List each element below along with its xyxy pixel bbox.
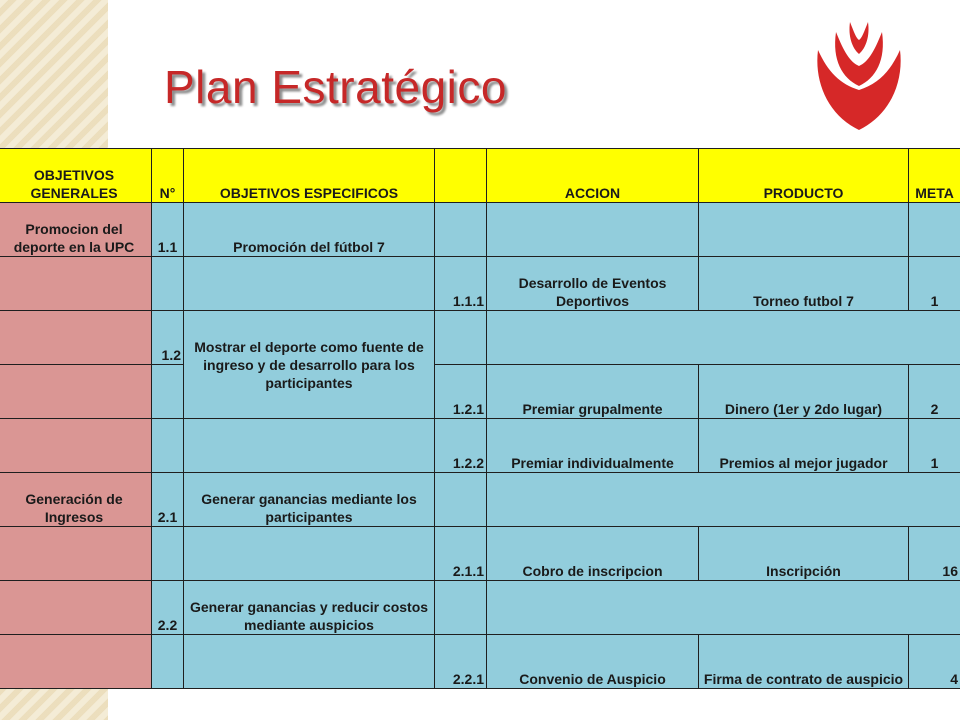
empty-cell <box>184 635 435 689</box>
meta-value: 16 <box>909 527 960 581</box>
action-text: Premiar individualmente <box>487 419 699 473</box>
empty-cell <box>152 419 184 473</box>
general-objective-cell <box>0 419 152 473</box>
meta-value: 1 <box>909 257 960 311</box>
strategic-plan-table <box>0 148 960 689</box>
general-objective-cell <box>0 527 152 581</box>
specific-objective: Generar ganancias mediante los participantes <box>184 473 435 527</box>
general-objective-cell <box>0 311 152 365</box>
empty-cell <box>184 257 435 311</box>
header-objetivos-especificos: OBJETIVOS ESPECIFICOS <box>184 149 435 203</box>
table-row <box>0 257 960 311</box>
table-row <box>0 581 960 635</box>
meta-value: 4 <box>909 635 960 689</box>
meta-value: 2 <box>909 365 960 419</box>
header-accion: ACCION <box>487 149 699 203</box>
empty-cell <box>699 203 909 257</box>
empty-cell <box>435 581 487 635</box>
specific-objective: Generar ganancias y reducir costos mediante auspicios <box>184 581 435 635</box>
product-text: Dinero (1er y 2do lugar) <box>699 365 909 419</box>
empty-cell <box>435 203 487 257</box>
product-text: Premios al mejor jugador <box>699 419 909 473</box>
header-objetivos-generales: OBJETIVOS GENERALES <box>0 149 152 203</box>
table-row <box>0 365 960 419</box>
empty-cell <box>435 473 487 527</box>
header-row <box>0 149 960 203</box>
action-text: Premiar grupalmente <box>487 365 699 419</box>
header-codigo <box>435 149 487 203</box>
action-code: 2.2.1 <box>435 635 487 689</box>
table-row <box>0 311 960 365</box>
general-objective-cell: Promocion del deporte en la UPC <box>0 203 152 257</box>
specific-objective: Mostrar el deporte como fuente de ingreso y de desarrollo para los participantes <box>184 311 435 419</box>
table-row <box>0 203 960 257</box>
objective-number: 1.1 <box>152 203 184 257</box>
empty-cell <box>184 527 435 581</box>
table-row <box>0 419 960 473</box>
general-objective-cell <box>0 581 152 635</box>
action-text: Convenio de Auspicio <box>487 635 699 689</box>
slide-title: Plan Estratégico <box>164 61 507 113</box>
table-row <box>0 635 960 689</box>
empty-cell <box>152 365 184 419</box>
action-text: Desarrollo de Eventos Deportivos <box>487 257 699 311</box>
header-numero: N° <box>152 149 184 203</box>
general-objective-cell: Generación de Ingresos <box>0 473 152 527</box>
empty-cell <box>487 473 960 527</box>
empty-cell <box>152 257 184 311</box>
empty-cell <box>184 419 435 473</box>
general-objective-cell <box>0 257 152 311</box>
table-row <box>0 473 960 527</box>
header-producto: PRODUCTO <box>699 149 909 203</box>
header-meta: META <box>909 149 960 203</box>
objective-number: 2.1 <box>152 473 184 527</box>
product-text: Firma de contrato de auspicio <box>699 635 909 689</box>
empty-cell <box>152 527 184 581</box>
specific-objective: Promoción del fútbol 7 <box>184 203 435 257</box>
objective-number: 1.2 <box>152 311 184 365</box>
action-code: 1.1.1 <box>435 257 487 311</box>
empty-cell <box>909 203 960 257</box>
product-text: Inscripción <box>699 527 909 581</box>
meta-value: 1 <box>909 419 960 473</box>
empty-cell <box>152 635 184 689</box>
action-code: 1.2.2 <box>435 419 487 473</box>
product-text: Torneo futbol 7 <box>699 257 909 311</box>
table-row <box>0 527 960 581</box>
empty-cell <box>487 203 699 257</box>
empty-cell <box>487 581 960 635</box>
general-objective-cell <box>0 365 152 419</box>
empty-cell <box>435 311 487 365</box>
action-code: 2.1.1 <box>435 527 487 581</box>
objective-number: 2.2 <box>152 581 184 635</box>
action-text: Cobro de inscripcion <box>487 527 699 581</box>
upc-logo-icon <box>806 20 912 138</box>
empty-cell <box>487 311 960 365</box>
action-code: 1.2.1 <box>435 365 487 419</box>
general-objective-cell <box>0 635 152 689</box>
